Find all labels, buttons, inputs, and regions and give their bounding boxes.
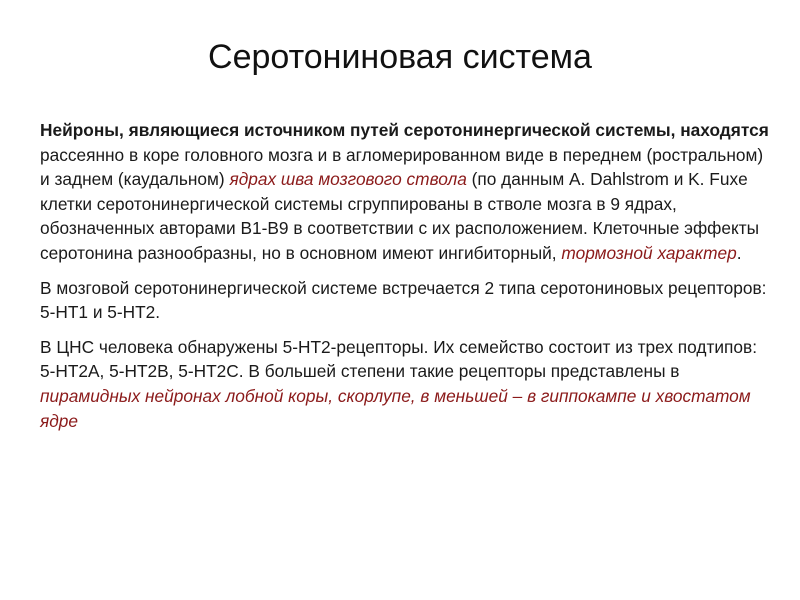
bold-intro-text: Нейроны, являющиеся источником путей серотонинергической системы, находятся <box>40 120 769 140</box>
highlight-receptor-locations: пирамидных нейронах лобной коры, скорлупе, в меньшей – в гиппокампе и хвостатом ядре <box>40 385 751 431</box>
paragraph-receptor-types: В мозговой серотонинергической системе встречается 2 типа серотониновых рецепторов: 5-НТ1 и 5-НТ2. <box>40 277 767 323</box>
highlight-raphe-nuclei: ядрах шва мозгового ствола <box>229 169 467 190</box>
slide-title: Серотониновая система <box>208 38 592 76</box>
slide-body <box>40 118 770 443</box>
body-text: В ЦНС человека обнаружены 5-НТ2-рецепторы. Их семейство состоит из трех подтипов: 5-НТ2А, 5-НТ2В, 5-НТ2С. В большей степени такие рецепторы представлены в <box>40 336 758 382</box>
body-text: (по данным A. Dahlstrom и K. Fuxe клетки серотонинергической системы сгруппированы в стволе мозга в 9 ядрах, обозначенных авторами B1-B9 в соответствии с их расположением. Клеточные эффекты серотонина разнообразны, но в основном имеют ингибиторный, <box>40 169 760 263</box>
body-text: . <box>736 242 742 263</box>
body-text: рассеянно в коре головного мозга и в агломерированном виде в переднем (ростральном) и заднем (каудальном) <box>40 144 764 190</box>
highlight-inhibitory-character: тормозной характер <box>561 242 737 263</box>
paragraph-serotonin-neurons <box>40 118 770 266</box>
paragraph-5ht2-receptors <box>40 335 770 433</box>
